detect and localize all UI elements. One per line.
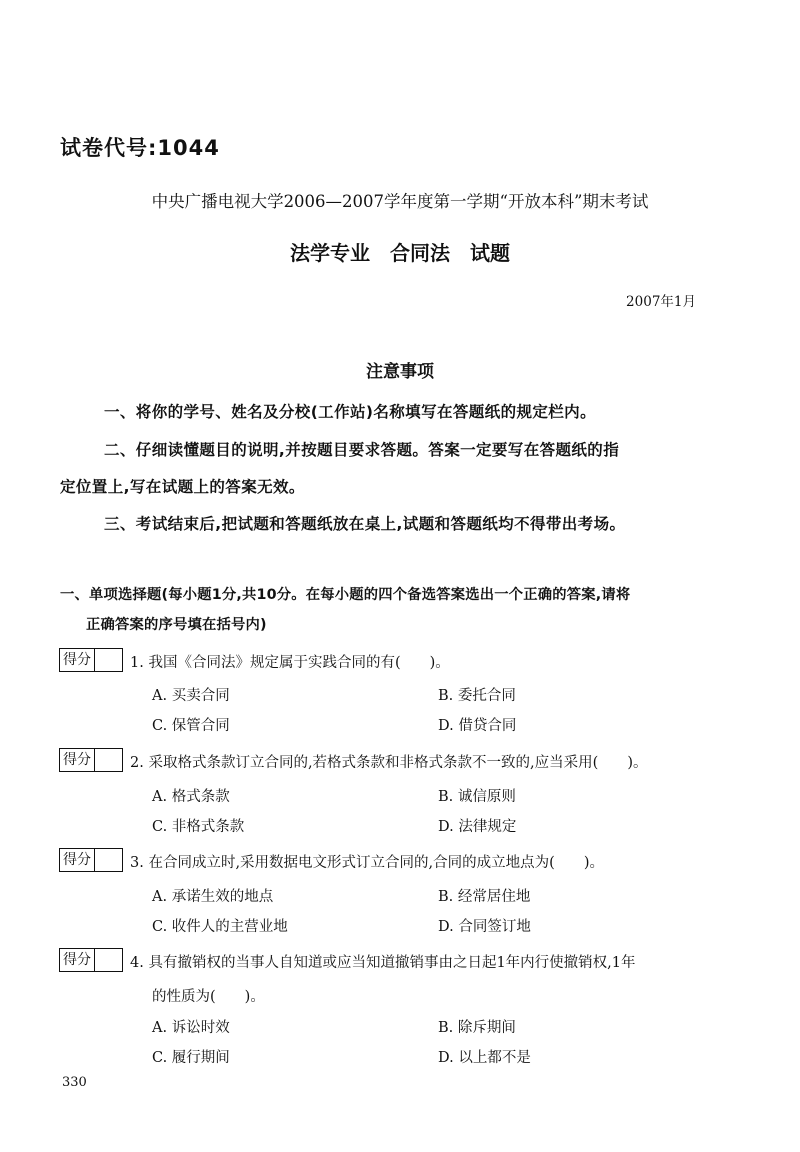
option-3b: B. 经常居住地 (438, 889, 531, 905)
notice-heading: 注意事项 (366, 362, 434, 382)
question-2: 2. 采取格式条款订立合同的,若格式条款和非格式条款不一致的,应当采用( )。 (130, 755, 648, 771)
option-2b: B. 诚信原则 (438, 789, 516, 805)
notice-line-3: 三、考试结束后,把试题和答题纸放在桌上,试题和答题纸均不得带出考场。 (104, 515, 626, 533)
score-label: 得分 (60, 949, 95, 971)
option-4b: B. 除斥期间 (438, 1020, 516, 1036)
section-heading: 一、单项选择题(每小题1分,共10分。在每小题的四个备选答案选出一个正确的答案,请将 (60, 587, 631, 603)
score-box[interactable] (59, 848, 123, 872)
option-1d: D. 借贷合同 (438, 718, 517, 734)
option-3c: C. 收件人的主营业地 (152, 919, 288, 935)
exam-date: 2007年1月 (626, 294, 696, 310)
option-3a: A. 承诺生效的地点 (152, 889, 274, 905)
score-box[interactable] (59, 748, 123, 772)
question-3: 3. 在合同成立时,采用数据电文形式订立合同的,合同的成立地点为( )。 (130, 855, 604, 871)
option-4d: D. 以上都不是 (438, 1050, 531, 1066)
option-4a: A. 诉讼时效 (152, 1020, 230, 1036)
option-1b: B. 委托合同 (438, 688, 516, 704)
page-title: 法学专业 合同法 试题 (290, 241, 510, 265)
score-box[interactable] (59, 648, 123, 672)
option-2d: D. 法律规定 (438, 819, 517, 835)
score-label: 得分 (60, 649, 95, 671)
question-4-cont: 的性质为( )。 (152, 989, 265, 1005)
option-1a: A. 买卖合同 (152, 688, 230, 704)
option-3d: D. 合同签订地 (438, 919, 531, 935)
notice-line-2: 二、仔细读懂题目的说明,并按题目要求答题。答案一定要写在答题纸的指 (104, 441, 620, 459)
option-4c: C. 履行期间 (152, 1050, 230, 1066)
option-2a: A. 格式条款 (152, 789, 230, 805)
notice-line-2-cont: 定位置上,写在试题上的答案无效。 (60, 478, 305, 496)
option-2c: C. 非格式条款 (152, 819, 245, 835)
question-4: 4. 具有撤销权的当事人自知道或应当知道撤销事由之日起1年内行使撤销权,1年 (130, 955, 636, 971)
section-heading-cont: 正确答案的序号填在括号内) (86, 617, 267, 633)
score-label: 得分 (60, 849, 95, 871)
notice-line-1: 一、将你的学号、姓名及分校(工作站)名称填写在答题纸的规定栏内。 (104, 403, 596, 421)
page-number: 330 (62, 1075, 87, 1090)
question-1: 1. 我国《合同法》规定属于实践合同的有( )。 (130, 655, 450, 671)
option-1c: C. 保管合同 (152, 718, 230, 734)
exam-subtitle: 中央广播电视大学2006—2007学年度第一学期“开放本科”期末考试 (151, 192, 649, 211)
score-box[interactable] (59, 948, 123, 972)
score-label: 得分 (60, 749, 95, 771)
paper-code: 试卷代号:1044 (60, 136, 220, 160)
